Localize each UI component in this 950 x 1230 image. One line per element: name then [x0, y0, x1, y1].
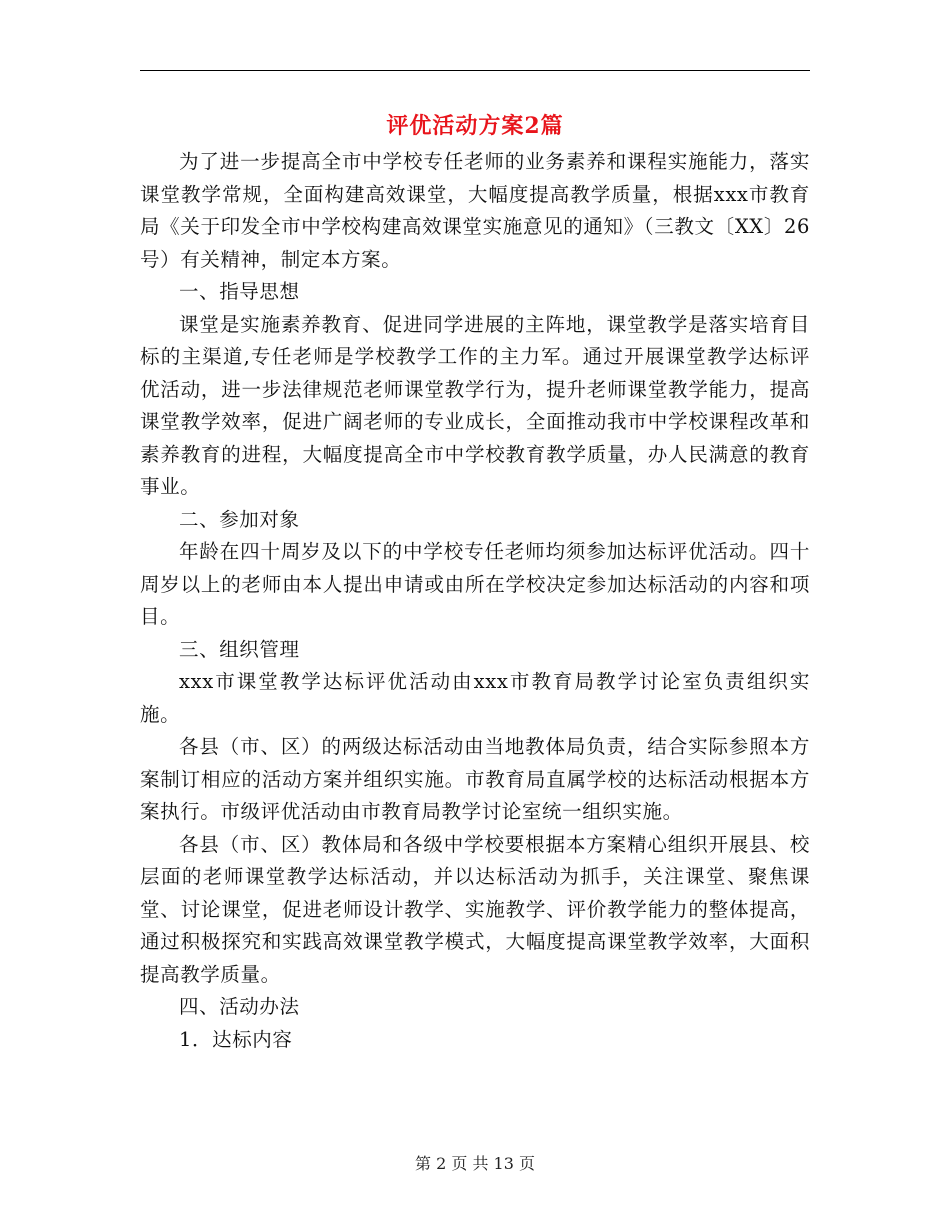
page-number: 第 2 页 共 13 页: [415, 1154, 535, 1173]
header-rule: [140, 70, 810, 71]
document-body: [140, 146, 810, 1056]
paragraph-organization-1: xxx市课堂教学达标评优活动由xxx市教育局教学讨论室负责组织实施。: [140, 670, 810, 726]
paragraph-organization-2: 各县（市、区）的两级达标活动由当地教体局负责，结合实际参照本方案制订相应的活动方案并组织实施。市教育局直属学校的达标活动根据本方案执行。市级评优活动由市教育局教学讨论室统一组织实施。: [140, 735, 810, 823]
section-heading-methods: 四、活动办法: [179, 995, 300, 1018]
paragraph-participants: 年龄在四十周岁及以下的中学校专任老师均须参加达标评优活动。四十周岁以上的老师由本人提出申请或由所在学校决定参加达标活动的内容和项目。: [140, 540, 810, 628]
paragraph-guiding-ideology: 课堂是实施素养教育、促进同学进展的主阵地，课堂教学是落实培育目标的主渠道,专任老师是学校教学工作的主力军。通过开展课堂教学达标评优活动，进一步法律规范老师课堂教学行为，提升老师课堂教学能力，提高课堂教学效率，促进广阔老师的专业成长，全面推动我市中学校课程改革和素养教育的进程，大幅度提高全市中学校教育教学质量，办人民满意的教育事业。: [140, 312, 810, 498]
section-heading-participants: 二、参加对象: [179, 507, 300, 531]
document-title: 评优活动方案2篇: [386, 113, 564, 139]
paragraph-organization-3: 各县（市、区）教体局和各级中学校要根据本方案精心组织开展县、校层面的老师课堂教学达标活动，并以达标活动为抓手，关注课堂、聚焦课堂、讨论课堂，促进老师设计教学、实施教学、评价教学能力的整体提高，通过积极探究和实践高效课堂教学模式，大幅度提高课堂教学效率，大面积提高教学质量。: [140, 832, 810, 986]
section-heading-organization: 三、组织管理: [179, 637, 300, 661]
subheading-standard-content: 1．达标内容: [179, 1027, 293, 1051]
section-heading-guiding-ideology: 一、指导思想: [179, 280, 300, 303]
paragraph-intro: 为了进一步提高全市中学校专任老师的业务素养和课程实施能力，落实课堂教学常规，全面构建高效课堂，大幅度提高教学质量，根据xxx市教育局《关于印发全市中学校构建高效课堂实施意见的通知》（三教文〔XX〕26号）有关精神，制定本方案。: [140, 150, 810, 271]
page-footer: [0, 1152, 950, 1176]
